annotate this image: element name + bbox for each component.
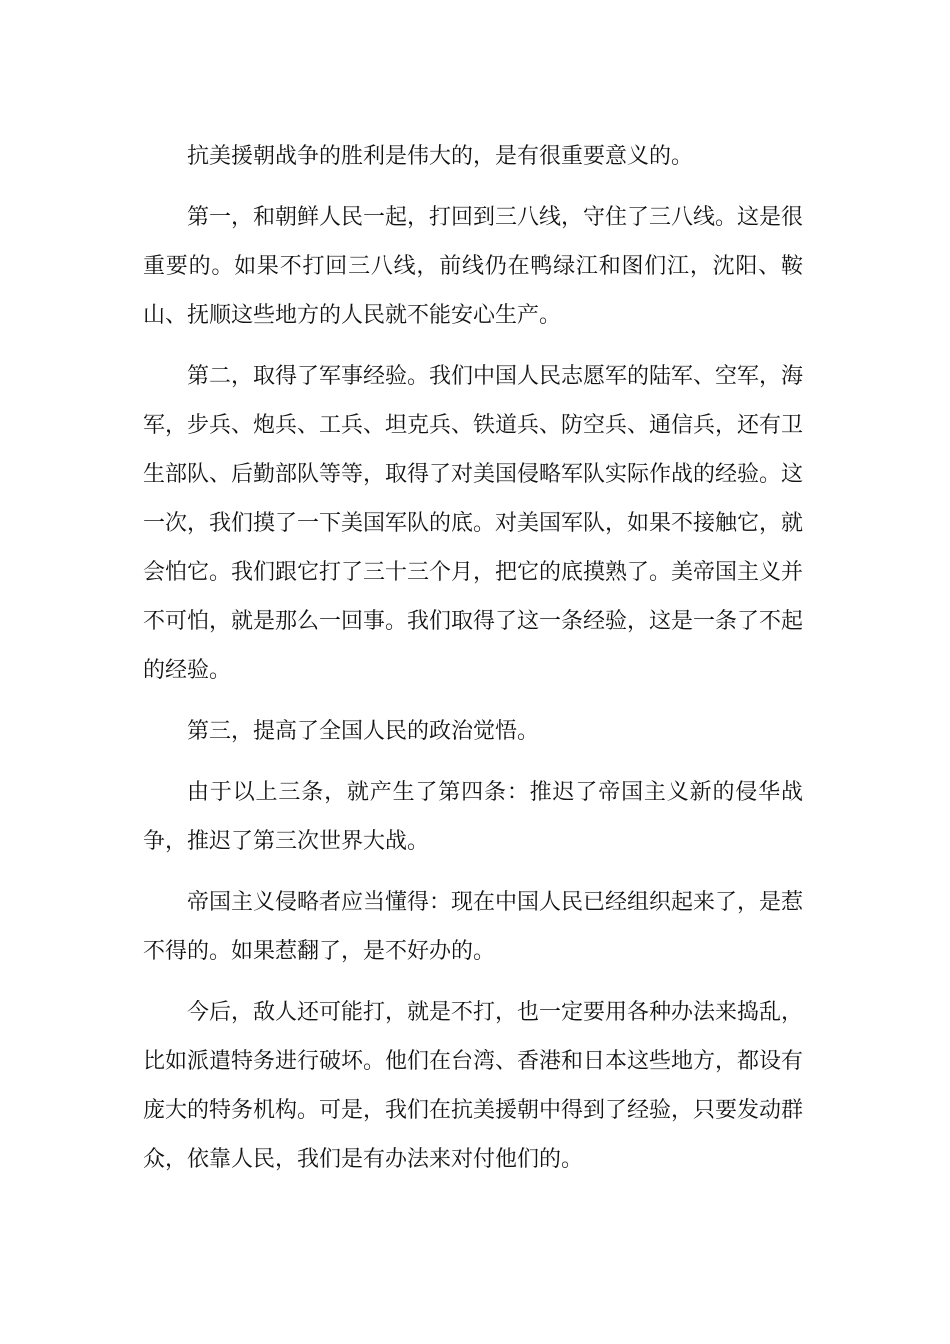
paragraph-2: 第一，和朝鲜人民一起，打回到三八线，守住了三八线。这是很重要的。如果不打回三八线，前线仍在鸭绿江和图们江，沈阳、鞍山、抚顺这些地方的人民就不能安心生产。 (143, 205, 804, 328)
paragraph-1: 抗美援朝战争的胜利是伟大的，是有很重要意义的。 (187, 144, 694, 169)
paragraph-5: 由于以上三条，就产生了第四条：推迟了帝国主义新的侵华战争，推迟了第三次世界大战。 (143, 780, 803, 854)
document-body (143, 132, 803, 1196)
paragraph-3: 第二，取得了军事经验。我们中国人民志愿军的陆军、空军，海军，步兵、炮兵、工兵、坦克兵、铁道兵、防空兵、通信兵，还有卫生部队、后勤部队等等，取得了对美国侵略军队实际作战的经验。这一次，我们摸了一下美国军队的底。对美国军队，如果不接触它，就会怕它。我们跟它打了三十三个月，把它的底摸熟了。美帝国主义并不可怕，就是那么一回事。我们取得了这一条经验，这是一条了不起的经验。 (143, 364, 804, 683)
paragraph-6: 帝国主义侵略者应当懂得：现在中国人民已经组织起来了，是惹不得的。如果惹翻了，是不好办的。 (143, 890, 804, 964)
paragraph-7: 今后，敌人还可能打，就是不打，也一定要用各种办法来捣乱，比如派遣特务进行破坏。他们在台湾、香港和日本这些地方，都设有庞大的特务机构。可是，我们在抗美援朝中得到了经验，只要发动群众，依靠人民，我们是有办法来对付他们的。 (143, 1000, 804, 1172)
paragraph-4: 第三，提高了全国人民的政治觉悟。 (187, 719, 540, 744)
